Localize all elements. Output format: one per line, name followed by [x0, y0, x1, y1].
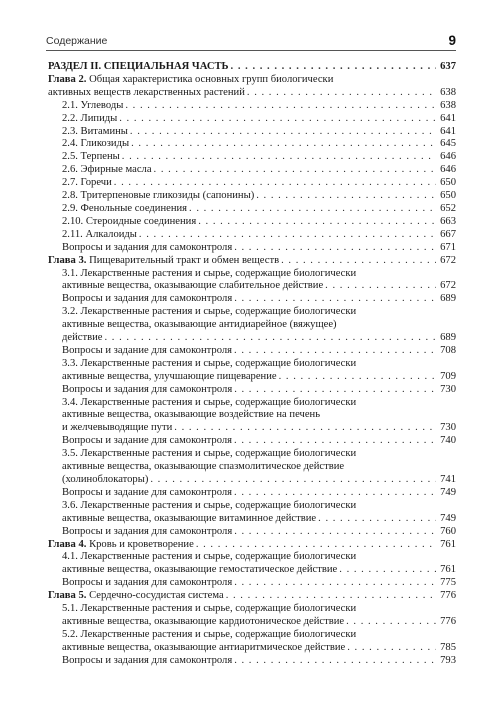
toc-entry-text: действие	[62, 332, 103, 344]
toc-item-questions[interactable]	[48, 293, 456, 306]
toc-entry-page: 708	[440, 344, 456, 356]
toc-item-2-2[interactable]	[48, 113, 456, 126]
toc-entry-text: активные вещества, оказывающие гемостатическое действие	[62, 564, 338, 576]
toc-entry-page: 650	[440, 190, 456, 202]
toc-item-5-1[interactable]	[48, 603, 456, 629]
toc-item-questions[interactable]	[48, 655, 456, 668]
leader-dots	[122, 151, 436, 164]
toc-entry-text: активные вещества, оказывающие спазмолитическое действие	[62, 461, 345, 473]
leader-dots	[114, 177, 436, 190]
leader-dots	[189, 203, 436, 216]
toc-chapter-2[interactable]	[48, 74, 456, 100]
toc-item-3-5[interactable]	[48, 448, 456, 487]
leader-dots	[234, 577, 436, 590]
toc-entry-text: 2.4. Гликозиды	[62, 138, 130, 150]
toc-item-questions[interactable]	[48, 345, 456, 358]
leader-dots	[104, 332, 436, 345]
toc-section-2[interactable]	[48, 61, 456, 74]
leader-dots	[234, 526, 436, 539]
toc-item-2-4[interactable]	[48, 138, 456, 151]
leader-dots	[139, 229, 436, 242]
toc-entry-text: Вопросы и задание для самоконтроля	[62, 486, 233, 498]
leader-dots	[119, 113, 436, 126]
leader-dots	[281, 255, 436, 268]
toc-entry-text: активные вещества, улучшающие пищеварение	[62, 370, 277, 382]
leader-dots	[346, 616, 436, 629]
toc-entry-text: Вопросы и задания для самоконтроля	[62, 293, 233, 305]
toc-entry-text: 2.5. Терпены	[62, 151, 120, 163]
leader-dots	[234, 487, 436, 500]
leader-dots	[174, 422, 436, 435]
toc-entry-page: 741	[440, 474, 456, 485]
toc-entry-text: активные вещества, оказывающие антиаритмическое действие	[62, 641, 346, 653]
leader-dots	[234, 345, 436, 358]
toc-item-2-5[interactable]	[48, 151, 456, 164]
leader-dots	[247, 87, 436, 100]
toc-item-questions[interactable]	[48, 384, 456, 397]
toc-entry-text: РАЗДЕЛ II. СПЕЦИАЛЬНАЯ ЧАСТЬ	[48, 61, 229, 72]
toc-entry-text: 3.5. Лекарственные растения и сырье, содержащие биологически	[62, 448, 357, 460]
toc-entry-text: активные вещества, оказывающие антидиарейное (вяжущее)	[62, 319, 337, 331]
leader-dots	[125, 100, 436, 113]
toc-entry-text: 3.3. Лекарственные растения и сырье, содержащие биологически	[62, 357, 357, 369]
leader-dots	[196, 539, 436, 552]
toc-item-2-1[interactable]	[48, 100, 456, 113]
leader-dots	[231, 61, 436, 74]
toc-chapter-3[interactable]	[48, 255, 456, 268]
toc-entry-page: 761	[440, 538, 456, 550]
toc-chapter-5[interactable]	[48, 590, 456, 603]
toc-entry-text: 2.3. Витамины	[62, 125, 128, 137]
toc-item-3-1[interactable]	[48, 268, 456, 294]
toc-entry-page: 775	[440, 577, 456, 589]
toc-entry-page: 637	[440, 61, 456, 72]
toc-entry-page: 730	[440, 383, 456, 395]
toc-item-3-6[interactable]	[48, 500, 456, 526]
toc-entry-page: 641	[440, 125, 456, 137]
toc-entry-text: Кровь и кроветворение	[89, 538, 194, 550]
leader-dots	[131, 138, 436, 151]
toc-item-2-11[interactable]	[48, 229, 456, 242]
toc-item-3-4[interactable]	[48, 397, 456, 436]
toc-item-questions[interactable]	[48, 435, 456, 448]
leader-dots	[347, 642, 436, 655]
leader-dots	[154, 164, 436, 177]
chapter-label: Глава 4.	[48, 538, 87, 550]
toc-entry-text: Вопросы и задания для самоконтроля	[62, 654, 233, 666]
toc-entry-text: 3.4. Лекарственные растения и сырье, содержащие биологически	[62, 396, 357, 408]
toc-item-4-1[interactable]	[48, 551, 456, 577]
leader-dots	[339, 564, 436, 577]
toc-item-3-3[interactable]	[48, 358, 456, 384]
toc-entry-page: 689	[440, 332, 456, 344]
leader-dots	[279, 371, 436, 384]
toc-item-questions[interactable]	[48, 487, 456, 500]
toc-entry-page: 776	[440, 590, 456, 602]
running-title: Содержание	[46, 35, 108, 47]
toc-entry-page: 671	[440, 241, 456, 253]
toc-entry-text: Вопросы и задания для самоконтроля	[62, 525, 233, 537]
toc-entry-text: 2.2. Липиды	[62, 112, 118, 124]
toc-entry-text: Пищеварительный тракт и обмен веществ	[89, 254, 280, 266]
toc-entry-text: 2.8. Тритерпеновые гликозиды (сапонины)	[62, 190, 255, 202]
toc-entry-text: 2.11. Алкалоиды	[62, 228, 137, 240]
chapter-label: Глава 3.	[48, 254, 87, 266]
toc-entry-text: 2.6. Эфирные масла	[62, 164, 152, 176]
toc-chapter-4[interactable]	[48, 539, 456, 552]
toc-entry-page: 709	[440, 370, 456, 382]
toc-item-questions[interactable]	[48, 526, 456, 539]
leader-dots	[234, 293, 436, 306]
toc-entry-page: 761	[440, 564, 456, 576]
leader-dots	[234, 384, 436, 397]
toc-entry-page: 638	[440, 99, 456, 111]
toc-entry-page: 785	[440, 641, 456, 653]
toc-entry-text: Вопросы и задание для самоконтроля	[62, 344, 233, 356]
toc-entry-text: 2.9. Фенольные соединения	[62, 202, 188, 214]
toc-item-2-10[interactable]	[48, 216, 456, 229]
toc-item-2-8[interactable]	[48, 190, 456, 203]
toc-item-2-3[interactable]	[48, 126, 456, 139]
leader-dots	[234, 242, 436, 255]
toc-item-2-6[interactable]	[48, 164, 456, 177]
toc-entry-text: 3.6. Лекарственные растения и сырье, содержащие биологически	[62, 499, 357, 511]
toc-item-2-9[interactable]	[48, 203, 456, 216]
toc-entry-page: 663	[440, 215, 456, 227]
toc-entry-text: Общая характеристика основных групп биологически	[89, 73, 334, 85]
toc-entry-text: Вопросы и задания для самоконтроля	[62, 577, 233, 589]
toc-entry-page: 650	[440, 177, 456, 189]
toc-entry-page: 749	[440, 486, 456, 498]
toc-entry-text: 4.1. Лекарственные растения и сырье, содержащие биологически	[62, 551, 357, 563]
toc-entry-text: (холиноблокаторы)	[62, 474, 149, 485]
leader-dots	[256, 190, 436, 203]
leader-dots	[325, 280, 436, 293]
toc-entry-text: и желчевыводящие пути	[62, 422, 173, 434]
table-of-contents	[48, 61, 456, 668]
toc-entry-page: 638	[440, 86, 456, 98]
toc-entry-text: активные вещества, оказывающие кардиотоническое действие	[62, 615, 345, 627]
toc-entry-page: 740	[440, 435, 456, 447]
toc-entry-page: 652	[440, 202, 456, 214]
toc-item-3-2[interactable]	[48, 306, 456, 345]
toc-entry-text: активные вещества, оказывающие витаминное действие	[62, 512, 317, 524]
leader-dots	[234, 435, 436, 448]
toc-entry-text: 2.10. Стероидные соединения	[62, 215, 197, 227]
chapter-label: Глава 2.	[48, 73, 87, 85]
toc-entry-page: 776	[440, 615, 456, 627]
toc-entry-text: Вопросы и задания для самоконтроля	[62, 383, 233, 395]
toc-entry-text: Сердечно-сосудистая система	[89, 590, 224, 602]
toc-item-questions[interactable]	[48, 242, 456, 255]
toc-entry-text: активных веществ лекарственных растений	[48, 86, 245, 98]
page-number: 9	[448, 33, 456, 48]
toc-entry-text: Вопросы и задания для самоконтроля	[62, 241, 233, 253]
leader-dots	[150, 474, 436, 487]
leader-dots	[318, 513, 436, 526]
toc-entry-page: 689	[440, 293, 456, 305]
toc-entry-page: 641	[440, 112, 456, 124]
toc-entry-page: 749	[440, 512, 456, 524]
toc-entry-page: 646	[440, 151, 456, 163]
toc-entry-text: 5.2. Лекарственные растения и сырье, содержащие биологически	[62, 628, 357, 640]
toc-entry-text: 2.1. Углеводы	[62, 99, 124, 111]
toc-entry-page: 760	[440, 525, 456, 537]
toc-entry-text: 2.7. Горечи	[62, 177, 112, 189]
toc-entry-text: 3.1. Лекарственные растения и сырье, содержащие биологически	[62, 267, 357, 279]
toc-entry-page: 645	[440, 138, 456, 150]
toc-entry-text: активные вещества, оказывающие слабительное действие	[62, 280, 324, 292]
toc-entry-text: Вопросы и задание для самоконтроля	[62, 435, 233, 447]
toc-item-5-2[interactable]	[48, 629, 456, 655]
leader-dots	[226, 590, 436, 603]
toc-entry-text: 5.1. Лекарственные растения и сырье, содержащие биологически	[62, 603, 357, 615]
toc-entry-page: 793	[440, 654, 456, 666]
running-header	[46, 30, 456, 51]
toc-item-2-7[interactable]	[48, 177, 456, 190]
toc-entry-page: 672	[440, 254, 456, 266]
toc-entry-page: 672	[440, 280, 456, 292]
leader-dots	[234, 655, 436, 668]
toc-entry-text: активные вещества, оказывающие воздействие на печень	[62, 409, 321, 421]
toc-entry-page: 730	[440, 422, 456, 434]
leader-dots	[130, 126, 436, 139]
chapter-label: Глава 5.	[48, 590, 87, 602]
toc-entry-page: 667	[440, 228, 456, 240]
toc-item-questions[interactable]	[48, 577, 456, 590]
toc-entry-page: 646	[440, 164, 456, 176]
leader-dots	[198, 216, 436, 229]
toc-entry-text: 3.2. Лекарственные растения и сырье, содержащие биологически	[62, 306, 357, 318]
